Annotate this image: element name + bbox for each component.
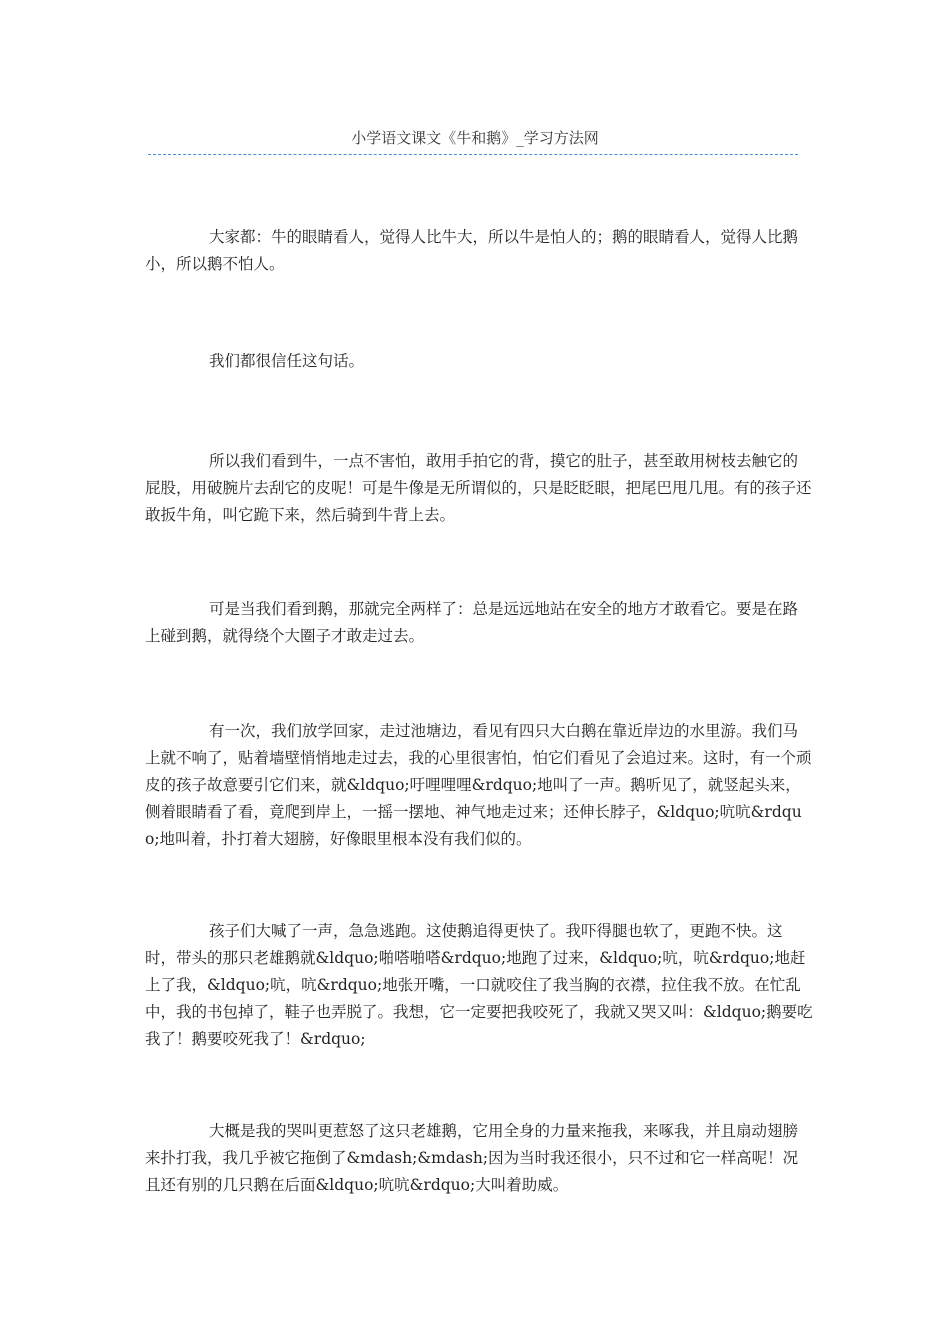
paragraph: 大概是我的哭叫更惹怒了这只老雄鹅，它用全身的力量来拖我，来啄我，并且扇动翅膀来扑打我，我几乎被它拖倒了&mdash;&mdash;因为当时我还很小，只不过和它一样高呢！况且还有别的几只鹅在后面&ldquo;吭吭&rdquo;大叫着助威。 <box>145 1122 799 1194</box>
document-title: 小学语文课文《牛和鹅》_学习方法网 <box>351 129 599 147</box>
paragraph: 大家都：牛的眼睛看人，觉得人比牛大，所以牛是怕人的；鹅的眼睛看人，觉得人比鹅小，所以鹅不怕人。 <box>145 228 799 273</box>
paragraph: 孩子们大喊了一声，急急逃跑。这使鹅追得更快了。我吓得腿也软了，更跑不快。这时，带头的那只老雄鹅就&ldquo;啪嗒啪嗒&rdquo;地跑了过来，&ldquo;吭，吭&rdquo;地赶上了我，&ldquo;吭，吭&rdquo;地张开嘴，一口就咬住了我当胸的衣襟，拉住我不放。在忙乱中，我的书包掉了，鞋子也弄脱了。我想，它一定要把我咬死了，我就又哭又叫：&ldquo;鹅要吃我了！鹅要咬死我了！&rdquo; <box>145 922 813 1048</box>
paragraph: 有一次，我们放学回家，走过池塘边，看见有四只大白鹅在靠近岸边的水里游。我们马上就不响了，贴着墙壁悄悄地走过去，我的心里很害怕，怕它们看见了会追过来。这时，有一个顽皮的孩子故意要引它们来，就&ldquo;吁哩哩哩&rdquo;地叫了一声。鹅听见了，就竖起头来，侧着眼睛看了看，竟爬到岸上，一摇一摆地、神气地走过来；还伸长脖子，&ldquo;吭吭&rdquo;地叫着，扑打着大翅膀，好像眼里根本没有我们似的。 <box>145 722 812 848</box>
title-divider <box>148 154 798 155</box>
paragraph: 可是当我们看到鹅，那就完全两样了：总是远远地站在安全的地方才敢看它。要是在路上碰到鹅，就得绕个大圈子才敢走过去。 <box>145 600 799 645</box>
paragraph: 所以我们看到牛，一点不害怕，敢用手拍它的背，摸它的肚子，甚至敢用树枝去触它的屁股，用破腕片去刮它的皮呢！可是牛像是无所谓似的，只是眨眨眼，把尾巴甩几甩。有的孩子还敢扳牛角，叫它跪下来，然后骑到牛背上去。 <box>145 452 812 524</box>
paragraph: 我们都很信任这句话。 <box>209 352 365 370</box>
